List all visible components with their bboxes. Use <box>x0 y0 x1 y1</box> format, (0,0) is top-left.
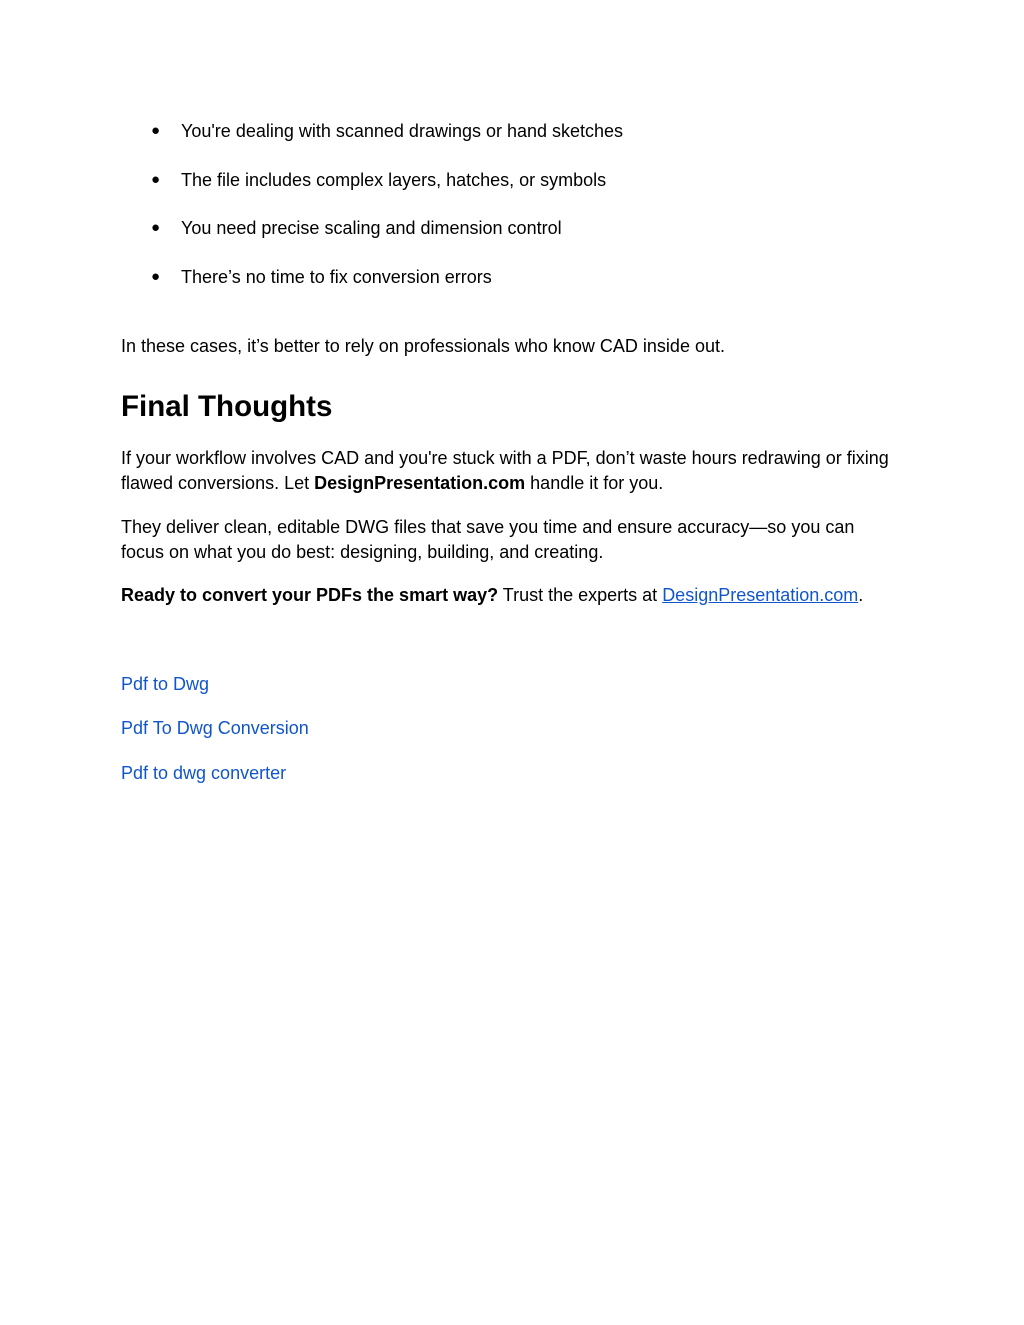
list-item-text: You're dealing with scanned drawings or hand sketches <box>181 121 624 141</box>
cta-text: Trust the experts at <box>498 585 663 605</box>
pdf-to-dwg-link[interactable]: Pdf to Dwg <box>121 674 210 694</box>
bullet-icon: ● <box>151 267 161 285</box>
benefits-paragraph: They deliver clean, editable DWG files that save you time and ensure accuracy—so you can focus on what you do best: designing, building, and creating. <box>121 517 855 562</box>
bullet-icon: ● <box>151 219 161 236</box>
pdf-to-dwg-converter-link[interactable]: Pdf to dwg converter <box>121 763 287 783</box>
bullet-icon: ● <box>151 122 161 139</box>
cta-paragraph <box>121 583 901 608</box>
intro-text-end: handle it for you. <box>525 472 664 493</box>
cta-bold-text: Ready to convert your PDFs the smart way? <box>121 585 499 605</box>
cta-end: . <box>858 585 864 605</box>
section-heading: Final Thoughts <box>121 390 333 423</box>
list-item <box>121 118 623 167</box>
intro-text: If your workflow involves CAD and you're stuck with a PDF, don’t waste hours redrawing or fixing flawed conversions. Let <box>121 448 889 493</box>
list-item-text: You need precise scaling and dimension control <box>181 218 562 238</box>
list-item-text: The file includes complex layers, hatches, or symbols <box>181 169 607 190</box>
bullet-list <box>121 118 623 312</box>
brand-name: DesignPresentation.com <box>314 472 526 493</box>
bullet-icon: ● <box>151 170 161 188</box>
list-item <box>121 167 623 216</box>
designpresentation-link[interactable]: DesignPresentation.com <box>662 585 859 605</box>
cases-paragraph: In these cases, it’s better to rely on professionals who know CAD inside out. <box>121 336 725 356</box>
intro-paragraph <box>121 446 901 495</box>
pdf-to-dwg-conversion-link[interactable]: Pdf To Dwg Conversion <box>121 718 309 738</box>
list-item-text: There’s no time to fix conversion errors <box>181 266 492 287</box>
list-item <box>121 215 623 264</box>
list-item <box>121 264 623 313</box>
